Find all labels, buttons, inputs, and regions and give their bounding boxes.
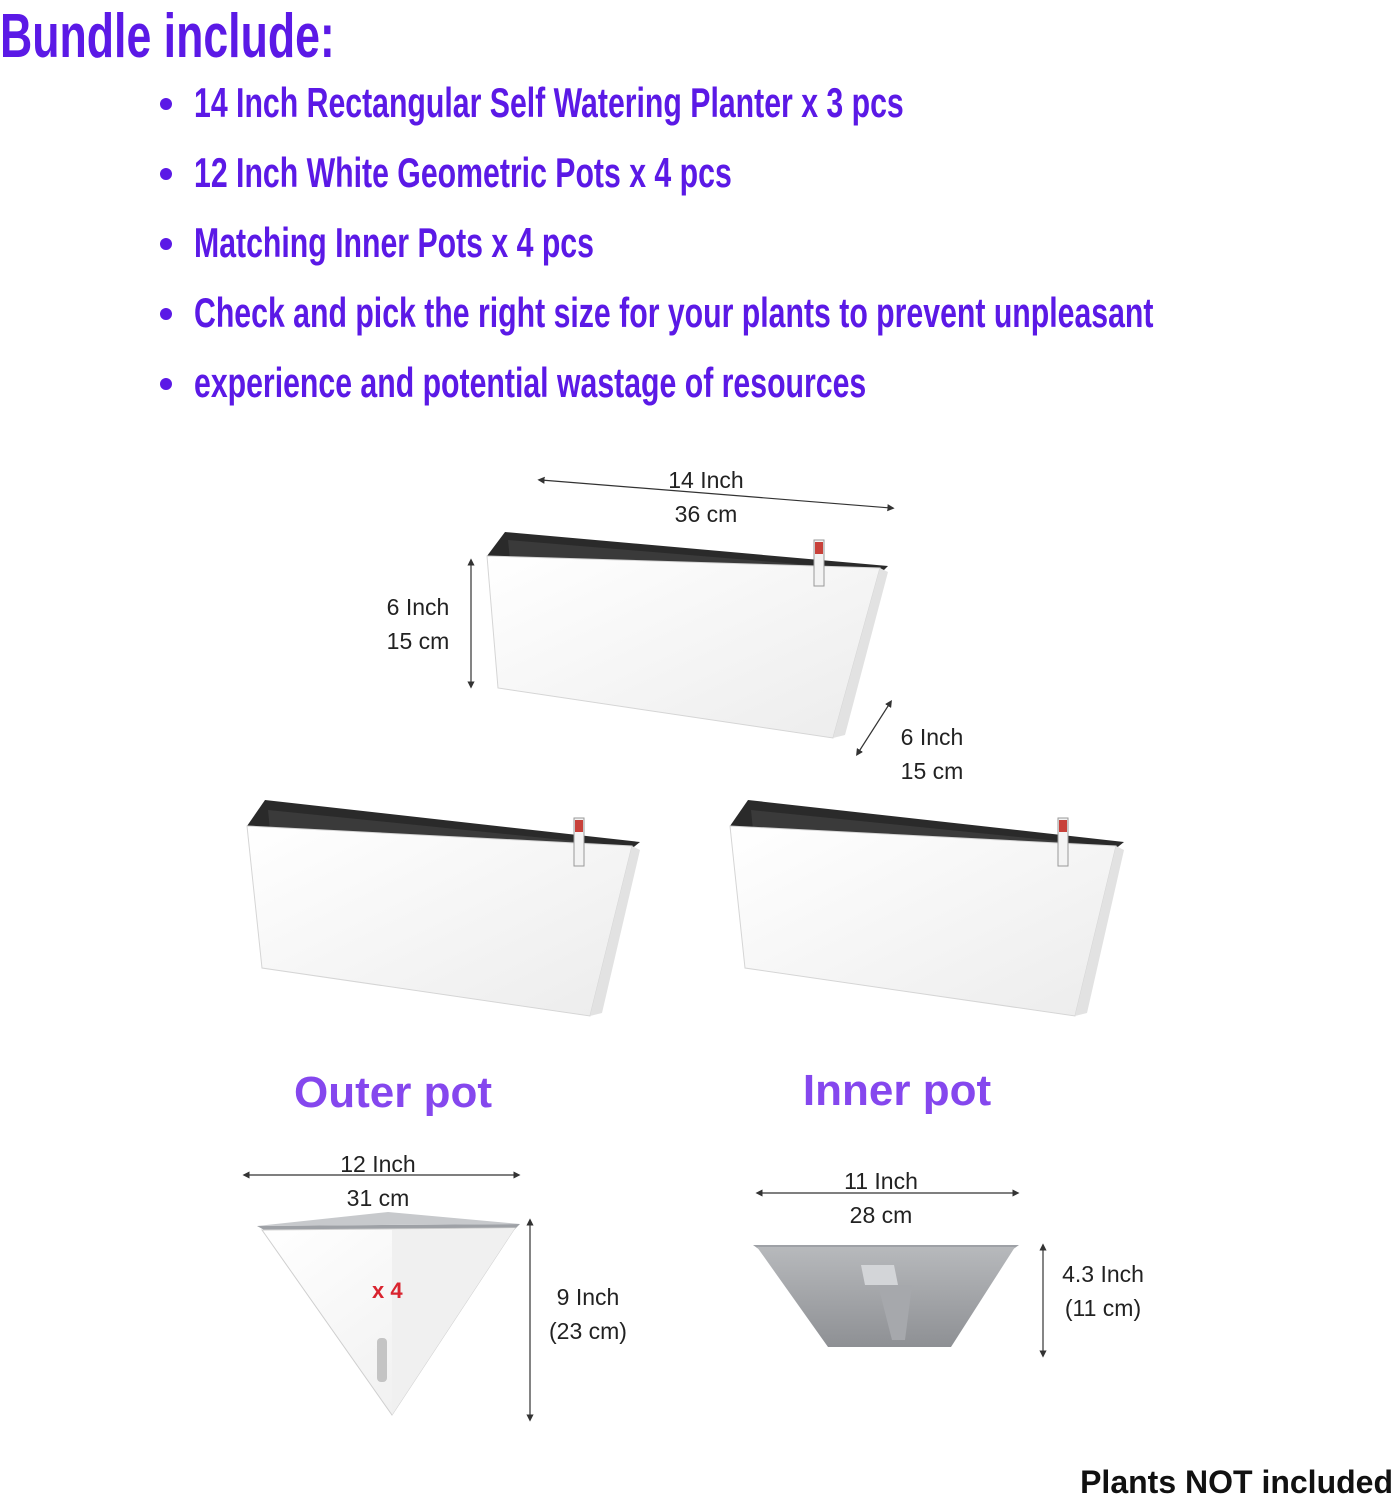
planter-height-label [358,590,478,658]
planter-height-inch: 6 Inch [386,594,450,620]
inner-pot-height-cm: (11 cm) [1064,1295,1142,1321]
planter-depth-label [872,720,992,788]
planter-top [487,532,888,738]
planter-width-label [636,463,776,531]
bundle-heading: Bundle include: [0,2,335,71]
outer-pot-height-inch: 9 Inch [556,1284,620,1310]
planter-bottom-left [247,800,640,1016]
outer-pot [257,1212,520,1415]
plants-not-included-note: Plants NOT included [1080,1464,1393,1500]
outer-pot-width-label [308,1147,448,1215]
list-item-text: experience and potential wastage of resources [194,359,867,406]
inner-pot-width-label [811,1164,951,1232]
inner-pot-height-label [1042,1257,1164,1325]
planter-depth-inch: 6 Inch [900,724,964,750]
list-item-text: 14 Inch Rectangular Self Watering Planter x 3 pcs [194,79,904,126]
list-item-text: Check and pick the right size for your plants to prevent unpleasant [194,289,1154,336]
outer-pot-width-inch: 12 Inch [340,1151,416,1177]
outer-pot-height-cm: (23 cm) [549,1318,627,1344]
list-item-text: Matching Inner Pots x 4 pcs [194,219,594,266]
planter-bottom-right [730,800,1124,1016]
inner-pot-width-cm: 28 cm [849,1202,913,1228]
outer-pot-title: Outer pot [294,1068,492,1117]
inner-pot [753,1245,1019,1347]
planter-width-cm: 36 cm [674,501,738,527]
planter-height-cm: 15 cm [386,628,450,654]
planter-width-inch: 14 Inch [668,467,744,493]
outer-pot-height-label [528,1280,648,1348]
inner-pot-title: Inner pot [802,1066,992,1115]
outer-pot-width-cm: 31 cm [346,1185,410,1211]
outer-pot-quantity: x 4 [372,1278,403,1303]
inner-pot-height-inch: 4.3 Inch [1062,1261,1144,1287]
list-item-text: 12 Inch White Geometric Pots x 4 pcs [194,149,732,196]
inner-pot-width-inch: 11 Inch [844,1168,918,1194]
planter-depth-cm: 15 cm [900,758,964,784]
